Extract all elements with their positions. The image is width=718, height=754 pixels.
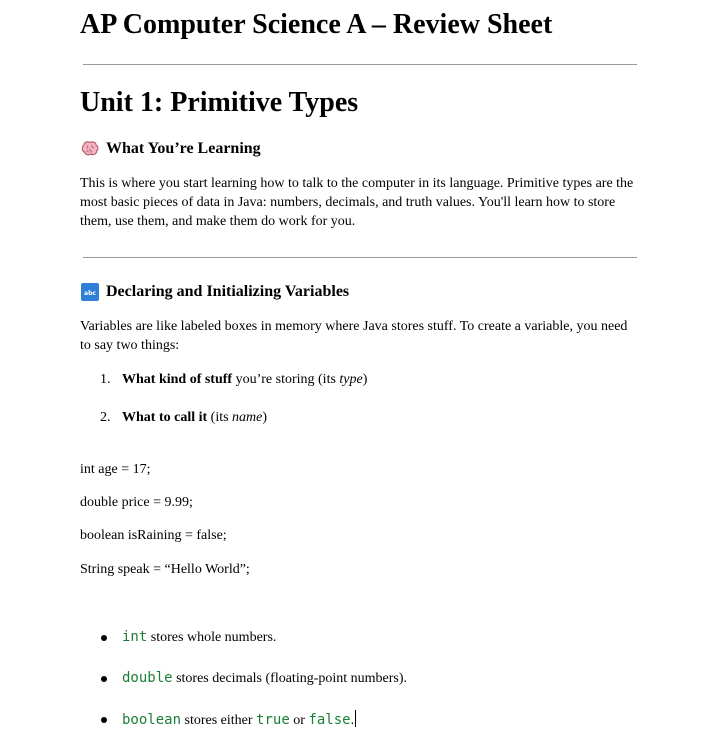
steps-list [80,370,367,446]
step-text: you’re storing (its [232,372,340,387]
variables-paragraph: Variables are like labeled boxes in memory where Java stores stuff. To create a variable, you need to say two things: [80,319,628,353]
list-item [80,669,407,710]
variables-heading [80,282,349,302]
divider [83,257,637,258]
step-bold: What kind of stuff [122,372,233,387]
step-end: ) [362,372,368,387]
code-line-double: double price = 9.99; [80,495,193,510]
step-italic: name [232,410,263,425]
keyword-int: int [122,629,148,645]
learning-heading-text: What You’re Learning [106,140,261,157]
list-item [80,408,367,446]
text-cursor[interactable] [355,710,356,727]
code-line-string: String speak = “Hello World”; [80,562,250,577]
note-text: stores either [181,713,257,728]
bullet-icon [101,635,107,641]
code-line-int: int age = 17; [80,462,151,477]
keyword-double: double [122,670,173,686]
code-line-boolean: boolean isRaining = false; [80,528,227,543]
type-notes-list [80,628,407,751]
svg-text:abc: abc [84,290,96,297]
document-title: AP Computer Science A – Review Sheet [80,9,553,40]
keyword-true: true [256,712,290,728]
step-italic: type [339,372,363,387]
keyword-false: false [308,712,351,728]
list-item [80,628,407,669]
keyword-boolean: boolean [122,712,182,728]
divider [83,64,637,65]
list-number: 2. [100,410,111,425]
learning-paragraph: This is where you start learning how to talk to the computer in its language. Primitive types are the most basic pieces of data in Java: numbers, decimals, and truth values. You'll learn how to store them, use them, and make them do work for you. [80,176,634,229]
note-text: stores whole numbers. [147,630,277,645]
step-text: (its [207,410,233,425]
unit-title: Unit 1: Primitive Types [80,87,359,118]
abc-input-icon [80,282,100,302]
learning-heading [80,139,261,159]
variables-heading-text: Declaring and Initializing Variables [106,283,350,300]
bullet-icon [101,676,107,682]
brain-icon [80,139,100,159]
list-number: 1. [100,372,111,387]
note-text: stores decimals (floating-point numbers). [172,671,408,686]
list-item [80,370,367,408]
step-bold: What to call it [122,410,208,425]
note-text: or [289,713,309,728]
step-end: ) [262,410,268,425]
bullet-icon [101,717,107,723]
note-text: . [350,713,355,728]
list-item [80,710,407,751]
